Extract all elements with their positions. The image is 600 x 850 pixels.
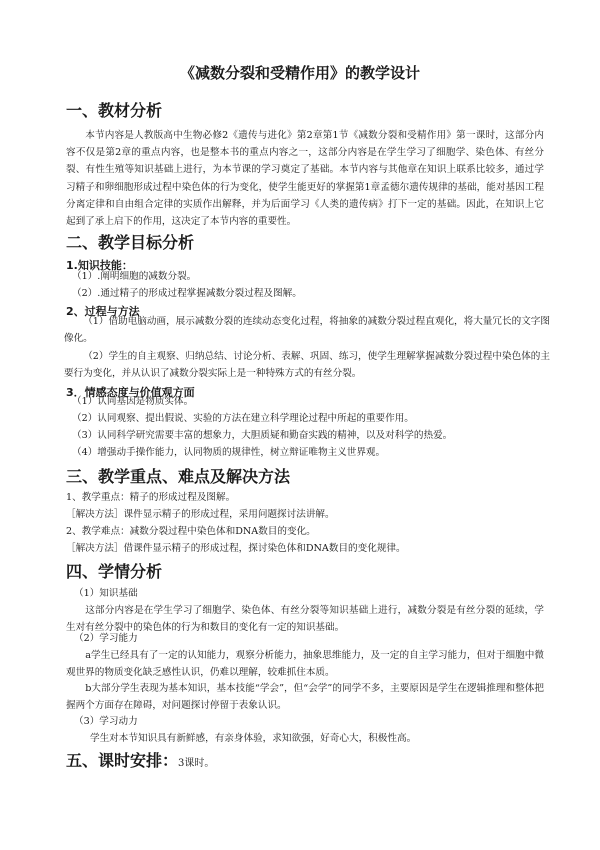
schedule-label: 五、课时安排：	[66, 751, 179, 770]
goal-process-method-heading: 2、过程与方法	[66, 305, 140, 318]
key-point-line: 1、教学重点：精子的形成过程及图解。	[66, 492, 236, 503]
goal-attitude-heading: 3．情感态度与价值观方面	[66, 386, 195, 399]
goal-knowledge-item-1: （1）.阐明细胞的减数分裂。	[72, 271, 197, 282]
document-title: 《减数分裂和受精作用》的教学设计	[179, 64, 420, 82]
goal-attitude-item-3: （3）认同科学研究需要丰富的想象力，大胆质疑和勤奋实践的精神，以及对科学的热爱。	[72, 430, 453, 441]
learner-motivation-heading: （3）学习动力	[74, 716, 138, 727]
learner-knowledge-paragraph: 这部分内容是在学生学习了细胞学、染色体、有丝分裂等知识基础上进行，减数分裂是有丝分裂的延续，学生对有丝分裂中的染色体的行为和数目的变化有一定的知识基础。	[66, 605, 544, 634]
learner-knowledge-heading: （1）知识基础	[74, 588, 138, 599]
goal-attitude-item-2: （2）认同观察、提出假说、实验的方法在建立科学理论过程中所起的重要作用。	[72, 413, 414, 424]
section-heading-teaching-goals: 二、教学目标分析	[66, 233, 195, 252]
learner-ability-paragraph-b: b大部分学生表现为基本知识，基本技能“学会”，但“会学”的同学不多，主要原因是学生在逻辑推理和整体把握两个方面存在障碍，对问题探讨停留于表象认识。	[66, 683, 544, 712]
goal-attitude-item-4: （4）增强动手操作能力，认同物质的规律性，树立辩证唯物主义世界观。	[72, 447, 386, 458]
learner-ability-heading: （2）学习能力	[74, 633, 138, 644]
learner-motivation-text: 学生对本节知识具有新鲜感，有亲身体验，求知欲强，好奇心大，积极性高。	[90, 733, 417, 744]
section-heading-learner-analysis: 四、学情分析	[66, 562, 163, 581]
textbook-analysis-paragraph: 本节内容是人教版高中生物必修2《遗传与进化》第2章第1节《减数分裂和受精作用》第一课时，这部分内容不仅是第2章的重点内容，也是整本书的重点内容之一，这部分内容是在学生学习了细胞学、染色体、有丝分裂、有性生殖等知识基础上进行，为本节课的学习奠定了基础。本节内容与其他章在知识上联系比较多，通过学习精子和卵细胞形成过程中染色体的行为变化，使学生能更好的掌握第1章孟德尔遗传规律的基础，能对基因工程分离定律和自由组合定律的实质作出解释，并为后面学习《人类的遗传病》打下一定的基础。因此，在知识上它起到了承上启下的作用，这决定了本节内容的重要性。	[66, 130, 544, 228]
section-heading-textbook-analysis: 一、教材分析	[66, 101, 163, 120]
goal-attitude-item-1: （1）认同基因是物质实体。	[72, 396, 194, 407]
goal-knowledge-item-2: （2）.通过精子的形成过程掌握减数分裂过程及图解。	[72, 288, 302, 299]
difficulty-line: 2、教学难点：减数分裂过程中染色体和DNA数目的变化。	[66, 526, 316, 537]
difficulty-solution-line: ［解决方法］借课件显示精子的形成过程，探讨染色体和DNA数目的变化规律。	[66, 543, 406, 554]
goal-process-paragraph-1: （1）借助电脑动画，展示减数分裂的连续动态变化过程，将抽象的减数分裂过程直观化，将大量冗长的文字图像化。	[64, 316, 550, 345]
section-heading-schedule	[66, 748, 214, 771]
goal-knowledge-skills-heading: 1.知识技能：	[66, 259, 133, 272]
learner-ability-paragraph-a: a学生已经具有了一定的认知能力，观察分析能力，抽象思维能力，及一定的自主学习能力，但对于细胞中微观世界的物质变化缺乏感性认识，仍难以理解，较难抓住本质。	[66, 650, 544, 679]
key-point-solution-line: ［解决方法］课件显示精子的形成过程，采用问题探讨法讲解。	[66, 509, 335, 520]
schedule-value: 3课时。	[178, 758, 215, 769]
section-heading-key-points: 三、教学重点、难点及解决方法	[66, 467, 291, 486]
goal-process-paragraph-2: （2）学生的自主观察、归纳总结、讨论分析、表解、巩固、练习，使学生理解掌握减数分裂过程中染色体的主要行为变化，并从认识了减数分裂实际上是一种特殊方式的有丝分裂。	[64, 351, 550, 380]
